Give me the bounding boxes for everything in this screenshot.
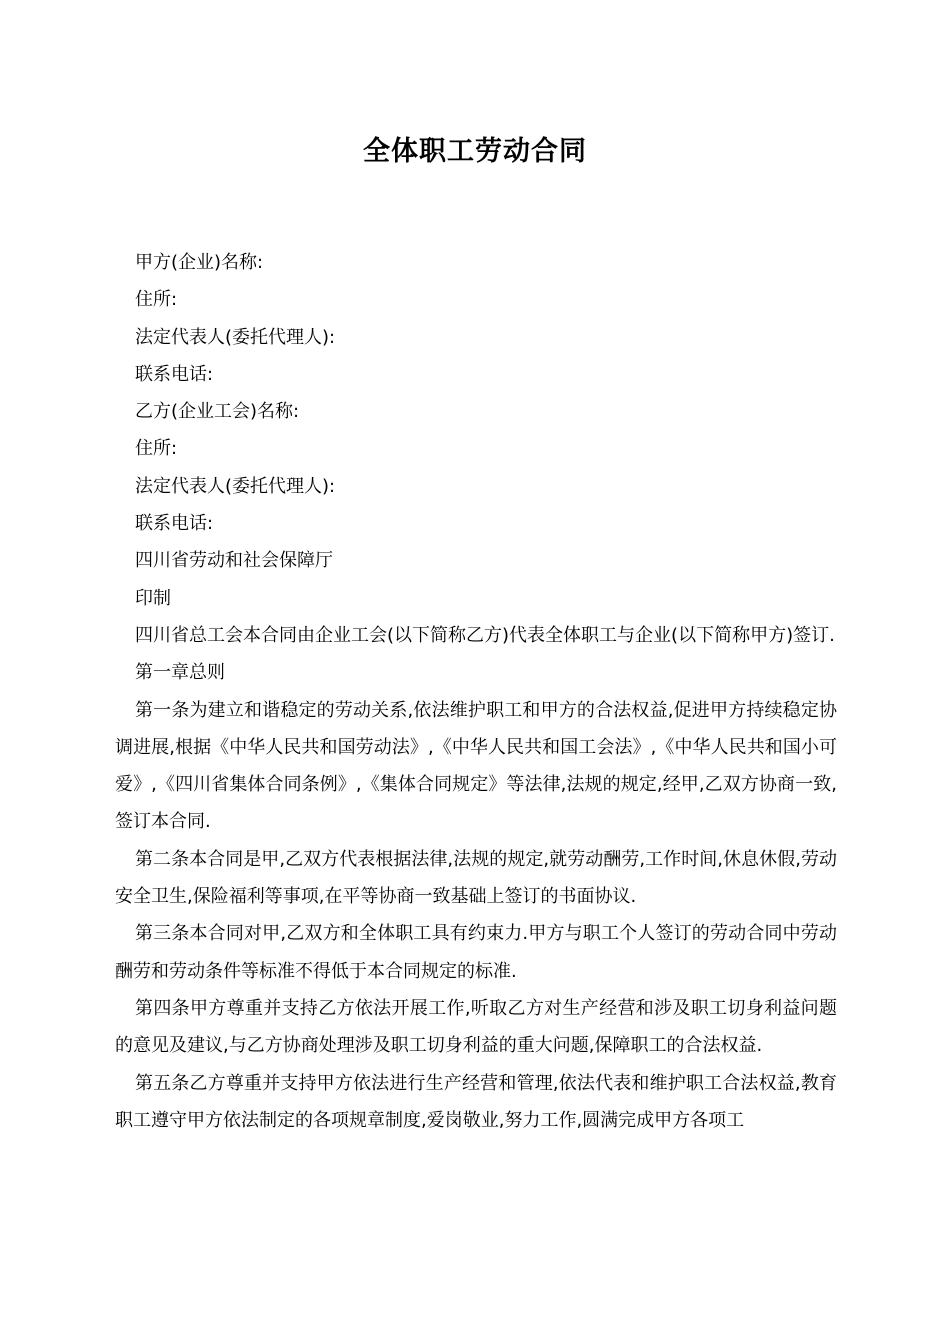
party-a-representative-line: 法定代表人(委托代理人): — [135, 326, 336, 348]
preamble-paragraph: 四川省总工会本合同由企业工会(以下简称乙方)代表全体职工与企业(以下简称甲方)签订. — [135, 624, 835, 646]
article-2-paragraph: 第二条本合同是甲,乙双方代表根据法律,法规的规定,就劳动酬劳,工作时间,休息休假,劳动安全卫生,保险福利等事项,在平等协商一致基础上签订的书面协议. — [115, 848, 837, 908]
issuer-line: 四川省劳动和社会保障厅 — [135, 550, 333, 572]
party-a-phone-line: 联系电话: — [135, 363, 214, 385]
article-3-paragraph: 第三条本合同对甲,乙双方和全体职工具有约束力.甲方与职工个人签订的劳动合同中劳动酬劳和劳动条件等标准不得低于本合同规定的标准. — [115, 923, 837, 982]
party-b-representative-line: 法定代表人(委托代理人): — [135, 475, 336, 497]
article-1-paragraph: 第一条为建立和谐稳定的劳动关系,依法维护职工和甲方的合法权益,促进甲方持续稳定协调进展,根据《中华人民共和国劳动法》,《中华人民共和国工会法》,《中华人民共和国小可爱》,《四川省集体合同条例》,《集体合同规定》等法律,法规的规定,经甲,乙双方协商一致,签订本合同. — [115, 699, 837, 833]
party-b-name-line: 乙方(企业工会)名称: — [135, 401, 300, 423]
party-b-phone-line: 联系电话: — [135, 513, 214, 535]
article-5-paragraph: 第五条乙方尊重并支持甲方依法进行生产经营和管理,依法代表和维护职工合法权益,教育职工遵守甲方依法制定的各项规章制度,爱岗敬业,努力工作,圆满完成甲方各项工 — [115, 1072, 837, 1131]
article-4-paragraph: 第四条甲方尊重并支持乙方依法开展工作,听取乙方对生产经营和涉及职工切身利益问题的意见及建议,与乙方协商处理涉及职工切身利益的重大问题,保障职工的合法权益. — [115, 997, 837, 1057]
document-title: 全体职工劳动合同 — [363, 136, 587, 167]
party-b-address-line: 住所: — [135, 438, 178, 460]
chapter-heading: 第一章总则 — [135, 662, 225, 684]
party-a-name-line: 甲方(企业)名称: — [135, 252, 264, 273]
document-body — [115, 244, 837, 1139]
party-a-address-line: 住所: — [135, 289, 178, 311]
printed-line: 印制 — [135, 587, 171, 609]
